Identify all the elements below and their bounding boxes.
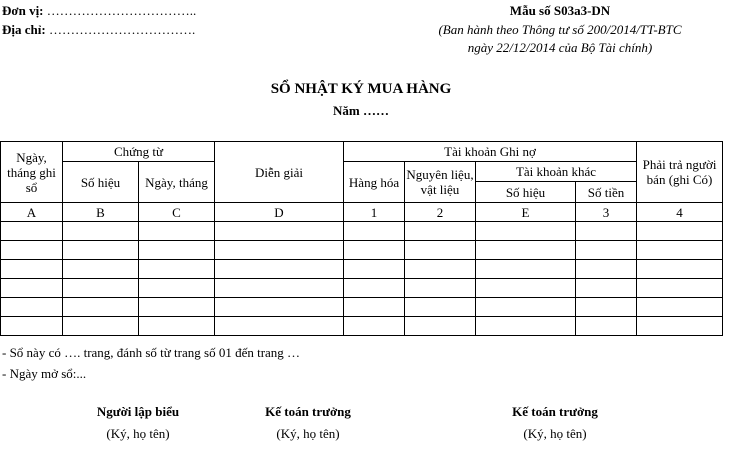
table-row bbox=[1, 298, 723, 317]
table-cell bbox=[344, 260, 405, 279]
column-code: 3 bbox=[576, 203, 637, 222]
table-cell bbox=[405, 298, 476, 317]
table-row bbox=[1, 222, 723, 241]
table-row bbox=[1, 241, 723, 260]
form-issued-line2: ngày 22/12/2014 của Bộ Tài chính) bbox=[467, 40, 653, 55]
col-voucher-date-header: Ngày, tháng bbox=[139, 162, 215, 203]
table-cell bbox=[344, 279, 405, 298]
table-cell bbox=[1, 298, 63, 317]
table-cell bbox=[139, 317, 215, 336]
table-cell bbox=[476, 222, 576, 241]
purchase-journal-table bbox=[0, 141, 723, 336]
unit-dots: …………………………….. bbox=[46, 3, 197, 18]
table-cell bbox=[344, 241, 405, 260]
note-pages: - Sổ này có …. trang, đánh số từ trang số 01 đến trang … bbox=[2, 345, 301, 360]
col-date-header: Ngày, tháng ghi sổ bbox=[1, 142, 63, 203]
table-cell bbox=[476, 298, 576, 317]
table-cell bbox=[1, 222, 63, 241]
col-goods-header: Hàng hóa bbox=[344, 162, 405, 203]
table-cell bbox=[576, 241, 637, 260]
column-code: B bbox=[63, 203, 139, 222]
table-cell bbox=[215, 279, 344, 298]
table-cell bbox=[476, 241, 576, 260]
column-code: A bbox=[1, 203, 63, 222]
table-cell bbox=[63, 298, 139, 317]
table-cell bbox=[637, 279, 723, 298]
table-cell bbox=[215, 298, 344, 317]
col-other-number-header: Số hiệu bbox=[476, 182, 576, 203]
col-payable-header: Phải trả người bán (ghi Có) bbox=[637, 142, 723, 203]
table-cell bbox=[215, 222, 344, 241]
table-cell bbox=[476, 260, 576, 279]
table-cell bbox=[405, 260, 476, 279]
column-code: 2 bbox=[405, 203, 476, 222]
table-cell bbox=[344, 222, 405, 241]
table-cell bbox=[139, 279, 215, 298]
table-cell bbox=[576, 317, 637, 336]
column-code: D bbox=[215, 203, 344, 222]
table-cell bbox=[405, 222, 476, 241]
table-cell bbox=[63, 279, 139, 298]
table-cell bbox=[139, 241, 215, 260]
table-cell bbox=[476, 317, 576, 336]
col-other-amount-header: Số tiền bbox=[576, 182, 637, 203]
note-open-date: - Ngày mở sổ:... bbox=[2, 366, 87, 381]
unit-line bbox=[2, 3, 196, 19]
table-cell bbox=[576, 298, 637, 317]
table-cell bbox=[576, 260, 637, 279]
signature-sub-chief-accountant: (Ký, họ tên) bbox=[276, 426, 340, 441]
page-title: SỔ NHẬT KÝ MUA HÀNG bbox=[270, 81, 452, 97]
table-cell bbox=[63, 222, 139, 241]
table-row bbox=[1, 279, 723, 298]
table-cell bbox=[344, 317, 405, 336]
table-cell bbox=[215, 317, 344, 336]
column-code: 4 bbox=[637, 203, 723, 222]
table-cell bbox=[139, 260, 215, 279]
signature-title-chief-accountant-2: Kế toán trưởng bbox=[512, 404, 598, 419]
table-cell bbox=[63, 260, 139, 279]
column-code: E bbox=[476, 203, 576, 222]
table-cell bbox=[637, 317, 723, 336]
table-cell bbox=[63, 317, 139, 336]
table-cell bbox=[405, 279, 476, 298]
signature-title-preparer: Người lập biểu bbox=[96, 404, 180, 419]
table-cell bbox=[63, 241, 139, 260]
address-line bbox=[2, 22, 195, 38]
table-cell bbox=[1, 317, 63, 336]
col-voucher-header: Chứng từ bbox=[63, 142, 215, 162]
table-cell bbox=[215, 241, 344, 260]
col-debit-header: Tài khoản Ghi nợ bbox=[344, 142, 637, 162]
table-cell bbox=[637, 222, 723, 241]
table-cell bbox=[215, 260, 344, 279]
table-cell bbox=[476, 279, 576, 298]
table-row bbox=[1, 260, 723, 279]
column-code: 1 bbox=[344, 203, 405, 222]
signature-sub-chief-accountant-2: (Ký, họ tên) bbox=[523, 426, 587, 441]
table-cell bbox=[637, 298, 723, 317]
column-code: C bbox=[139, 203, 215, 222]
address-dots: ……………………………. bbox=[48, 22, 196, 37]
table-cell bbox=[139, 298, 215, 317]
form-issued-line1: (Ban hành theo Thông tư số 200/2014/TT-BTC bbox=[438, 22, 682, 37]
unit-label: Đơn vị: bbox=[2, 3, 44, 18]
column-code-row bbox=[1, 203, 723, 222]
address-label: Địa chỉ: bbox=[2, 22, 46, 37]
signature-sub-preparer: (Ký, họ tên) bbox=[106, 426, 170, 441]
table-row bbox=[1, 317, 723, 336]
table-cell bbox=[637, 260, 723, 279]
col-description-header: Diễn giải bbox=[215, 142, 344, 203]
table-cell bbox=[1, 279, 63, 298]
table-cell bbox=[139, 222, 215, 241]
table-cell bbox=[405, 241, 476, 260]
col-materials-header: Nguyên liệu, vật liệu bbox=[405, 162, 476, 203]
table-cell bbox=[1, 260, 63, 279]
table-cell bbox=[576, 279, 637, 298]
table-cell bbox=[405, 317, 476, 336]
table-cell bbox=[576, 222, 637, 241]
year-line: Năm …… bbox=[333, 103, 389, 118]
col-other-account-header: Tài khoản khác bbox=[476, 162, 637, 182]
col-voucher-number-header: Số hiệu bbox=[63, 162, 139, 203]
table-cell bbox=[1, 241, 63, 260]
form-number: Mẫu số S03a3-DN bbox=[509, 3, 611, 18]
table-cell bbox=[344, 298, 405, 317]
table-cell bbox=[637, 241, 723, 260]
signature-title-chief-accountant: Kế toán trưởng bbox=[265, 404, 351, 419]
